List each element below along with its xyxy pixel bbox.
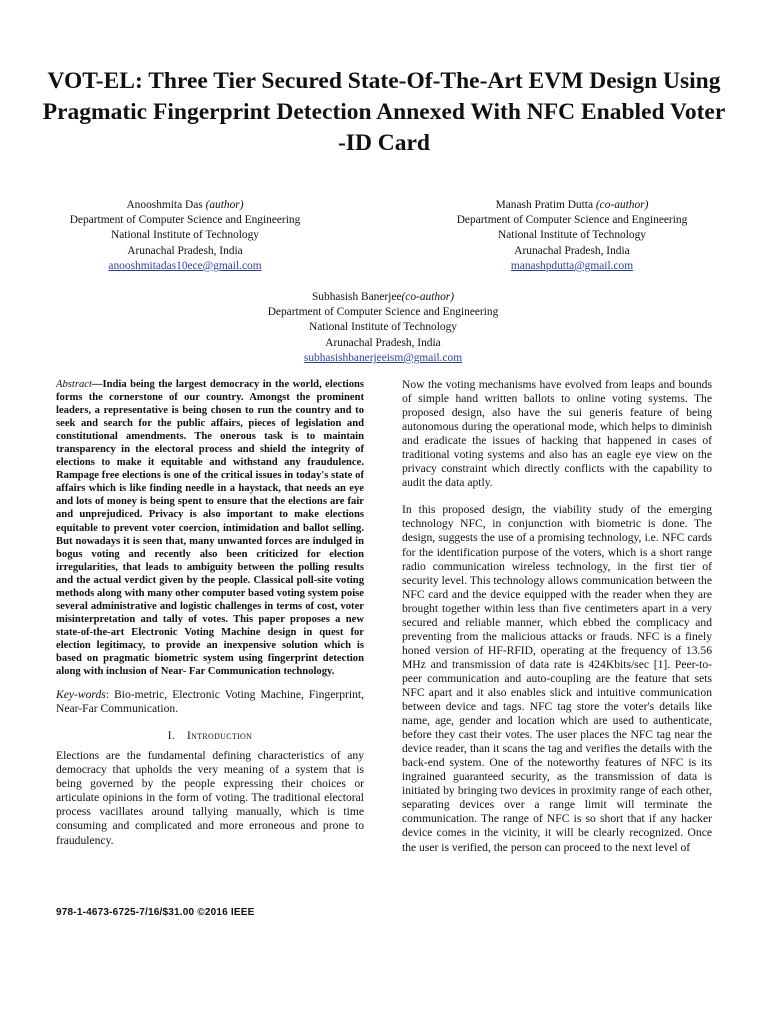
section-title: Introduction (187, 730, 253, 743)
abstract-text: —India being the largest democracy in the world, elections forms the cornerstone of our country. Amongst the prominent leaders, a representative is being chosen to run the country and to seek and search for the public affairs, pieces of legislation and constitutional amendments. The onerous task is to maintain transparency in the electoral process and shield the integrity of elections to make it equitable and withstand any fraudulence. Rampage free elections is one of the critical issues in today's state of affairs which is like finding needle in a haystack, that needs an eye and lots of money is being spent to ensure that the elections are fair and unprejudiced. Privacy is also important to make elections equitable to prevent voter coercion, intimidation and ballot selling. But nowadays it is seen that, many unwanted forces are indulged in bogus voting and recently also been criticized for election irregularities, that leads to ambiguity between the polling results and the actual verdict given by the people. Classical poll-site voting methods along with many other computer based voting system poise several administrative and logistic challenges in terms of cost, voter misinterpretation and tally of votes. This paper proposes a new state-of-the-art Electronic Voting Machine design in quest for election legitimacy, to provide an inexpensive solution which is based on pragmatic biometric system using fingerprint detection along with inclusion of Near- Far Communication technology. (56, 379, 364, 678)
body-paragraph-2: In this proposed design, the viability study of the emerging technology NFC, in conjunction with biometric is done. The design, suggests the use of a promising technology, i.e. NFC cards for the identification purpose of the voters, which is a short range radio communication wireless technology, in the first tier of security level. This technology allows communication between the NFC card and the device equipped with the reader when they are brought together within less than five centimeters apart in a very secured and reliable manner, which ebbed the complicacy and preventing from the malicious attacks or frauds. NFC is a finely honed version of HF-RFID, operating at the frequency of 13.56 MHz and transmission of data rate is 424Kbits/sec [1]. Peer-to-peer communication and auto-coupling are the feature that sets NFC apart and it also enables slick and intuitive communication between device and tags. NFC tag store the voter's details like name, age, gender and location which are used to authenticate, before they cast their votes. The user places the NFC tag near the device reader, than it scans the tag and verifies the details with the back-end system. One of the noteworthy features of NFC is its ingrained guaranteed security, as the transmission of data is initiated by bringing two devices in proximity range of each other, separating devices over a range limit will terminate the communication. The range of NFC is so short that if any hacker device comes in the vicinity, it will be clearly recognized. Once the user is verified, the person can proceed to the next level of (402, 503, 712, 854)
author-department: Department of Computer Science and Engineering (267, 306, 499, 319)
section-number: I. (167, 730, 176, 743)
author-role: (co-author) (595, 199, 649, 211)
author-department: Department of Computer Science and Engineering (456, 214, 688, 227)
author-block-1 (40, 198, 330, 274)
author-institute: National Institute of Technology (498, 229, 646, 242)
author-block-2 (430, 198, 714, 274)
body-paragraph-1: Now the voting mechanisms have evolved from leaps and bounds of simple hand written ballots to online voting systems. The proposed design, also have the sui generis feature of being autonomous during the operational mode, which helps to diminish and eradicate the issues of hacking that happened in cases of traditional voting systems and also has an eagle eye view on the privacy constraint which directly conflicts with the capability to audit the data aptly. (402, 378, 712, 490)
paper-title: VOT-EL: Three Tier Secured State-Of-The-Art EVM Design Using Pragmatic Fingerprint Detection Annexed With NFC Enabled Voter -ID Card (42, 68, 726, 156)
section-heading (56, 729, 364, 743)
right-column (402, 378, 712, 855)
author-institute: National Institute of Technology (111, 229, 259, 242)
author-location: Arunachal Pradesh, India (127, 244, 243, 257)
copyright-notice: 978-1-4673-6725-7/16/$31.00 ©2016 IEEE (56, 907, 255, 918)
author-block-3 (230, 290, 536, 366)
abstract-label: Abstract (56, 379, 92, 390)
keywords-label: Key-words (56, 688, 106, 702)
author-email-link[interactable]: anooshmitadas10ece@gmail.com (108, 259, 262, 272)
author-email-link[interactable]: subhasishbanerjeeism@gmail.com (303, 351, 463, 364)
author-role: (author) (205, 199, 244, 211)
author-email-link[interactable]: manashpdutta@gmail.com (510, 259, 634, 272)
author-role: (co-author) (401, 291, 455, 303)
author-name: Subhasish Banerjee (311, 291, 402, 303)
keywords (56, 688, 364, 716)
author-department: Department of Computer Science and Engineering (69, 214, 301, 227)
author-name: Manash Pratim Dutta (495, 199, 594, 211)
abstract (56, 378, 364, 678)
intro-paragraph: Elections are the fundamental defining characteristics of any democracy that upholds the very meaning of a system that is being governed by the people expressing their choices or articulate opinions in the form of voting. The traditional electoral process vacillates around tallying manually, which is time consuming and complicated and more erroneous and prone to fraudulency. (56, 749, 364, 847)
author-institute: National Institute of Technology (309, 321, 457, 334)
keywords-text: : Bio-metric, Electronic Voting Machine, Fingerprint, Near-Far Communication. (56, 688, 364, 716)
left-column (56, 378, 364, 848)
author-location: Arunachal Pradesh, India (325, 336, 441, 349)
author-location: Arunachal Pradesh, India (514, 244, 630, 257)
author-name: Anooshmita Das (126, 199, 203, 211)
